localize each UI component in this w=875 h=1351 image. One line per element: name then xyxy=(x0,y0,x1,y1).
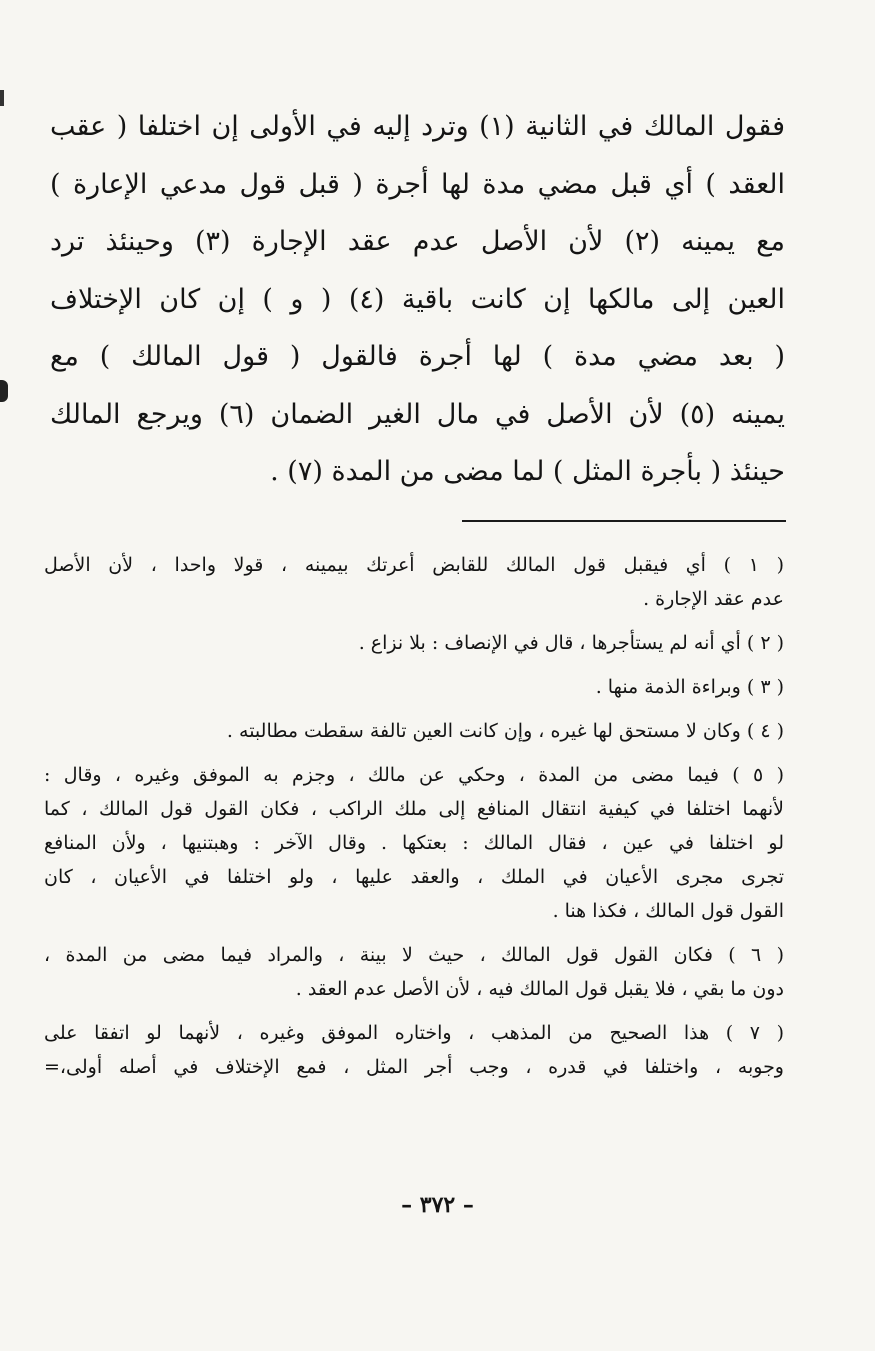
main-text-line: العقد ) أي قبل مضي مدة لها أجرة ( قبل قول مدعي الإعارة ) xyxy=(50,168,785,200)
scan-edge-mark xyxy=(0,90,4,106)
footnote-line: القول قول المالك ، فكذا هنا . xyxy=(552,900,784,922)
main-text-line: حينئذ ( بأجرة المثل ) لما مضى من المدة (٧) . xyxy=(270,456,785,487)
footnote-line: تجرى مجرى الأعيان في الملك ، والعقد عليها ، ولو اختلفا في الأعيان ، كان xyxy=(44,866,784,888)
footnote-5 xyxy=(44,758,784,928)
footnote-line: وجوبه ، واختلفا في قدره ، وجب أجر المثل ، فمع الإختلاف في أصله أولى،= xyxy=(44,1056,784,1078)
footnote-separator xyxy=(462,520,786,522)
main-text xyxy=(50,98,785,501)
footnotes xyxy=(44,548,784,1094)
main-text-line: يمينه (٥) لأن الأصل في مال الغير الضمان (٦) ويرجع المالك xyxy=(50,398,786,430)
footnote-line: لأنهما اختلفا في كيفية انتقال المنافع إلى ملك الراكب ، فكان القول قول المالك ، كما xyxy=(44,798,784,820)
scan-edge-mark xyxy=(0,380,8,402)
main-text-line: مع يمينه (٢) لأن الأصل عدم عقد الإجارة (٣) وحينئذ ترد xyxy=(50,226,785,257)
main-text-line: فقول المالك في الثانية (١) وترد إليه في الأولى إن اختلفا ( عقب xyxy=(50,111,785,142)
footnote-line: ( ٢ ) أي أنه لم يستأجرها ، قال في الإنصاف : بلا نزاع . xyxy=(358,632,784,654)
main-text-line: العين إلى مالكها إن كانت باقية (٤) ( و ) إن كان الإختلاف xyxy=(50,283,785,315)
footnote-1 xyxy=(44,548,784,616)
footnote-7 xyxy=(44,1016,784,1084)
footnote-line: ( ٣ ) وبراءة الذمة منها . xyxy=(595,676,784,698)
page-number: – ٣٧٢ – xyxy=(401,1192,474,1218)
footnote-line: عدم عقد الإجارة . xyxy=(643,588,784,610)
footnote-2 xyxy=(44,626,784,660)
footnote-line: دون ما بقي ، فلا يقبل قول المالك فيه ، لأن الأصل عدم العقد . xyxy=(295,978,784,1000)
main-text-line: ( بعد مضي مدة ) لها أجرة فالقول ( قول المالك ) مع xyxy=(50,341,785,372)
footnote-line: ( ٥ ) فيما مضى من المدة ، وحكي عن مالك ، وجزم به الموفق وغيره ، وقال : xyxy=(44,764,784,786)
footnote-line: ( ٦ ) فكان القول قول المالك ، حيث لا بينة ، والمراد فيما مضى من المدة ، xyxy=(44,944,785,966)
footnote-line: ( ١ ) أي فيقبل قول المالك للقابض أعرتك بيمينه ، قولا واحدا ، لأن الأصل xyxy=(44,554,784,576)
footnote-6 xyxy=(44,938,784,1006)
footnote-line: لو اختلفا في عين ، فقال المالك : بعتكها . وقال الآخر : وهبتنيها ، ولأن المنافع xyxy=(44,832,784,854)
footnote-line: ( ٤ ) وكان لا مستحق لها غيره ، وإن كانت العين تالفة سقطت مطالبته . xyxy=(226,720,784,742)
footnote-4 xyxy=(44,714,784,748)
footnote-3 xyxy=(44,670,784,704)
footnote-line: ( ٧ ) هذا الصحيح من المذهب ، واختاره الموفق وغيره ، لأنهما لو اتفقا على xyxy=(44,1022,784,1044)
